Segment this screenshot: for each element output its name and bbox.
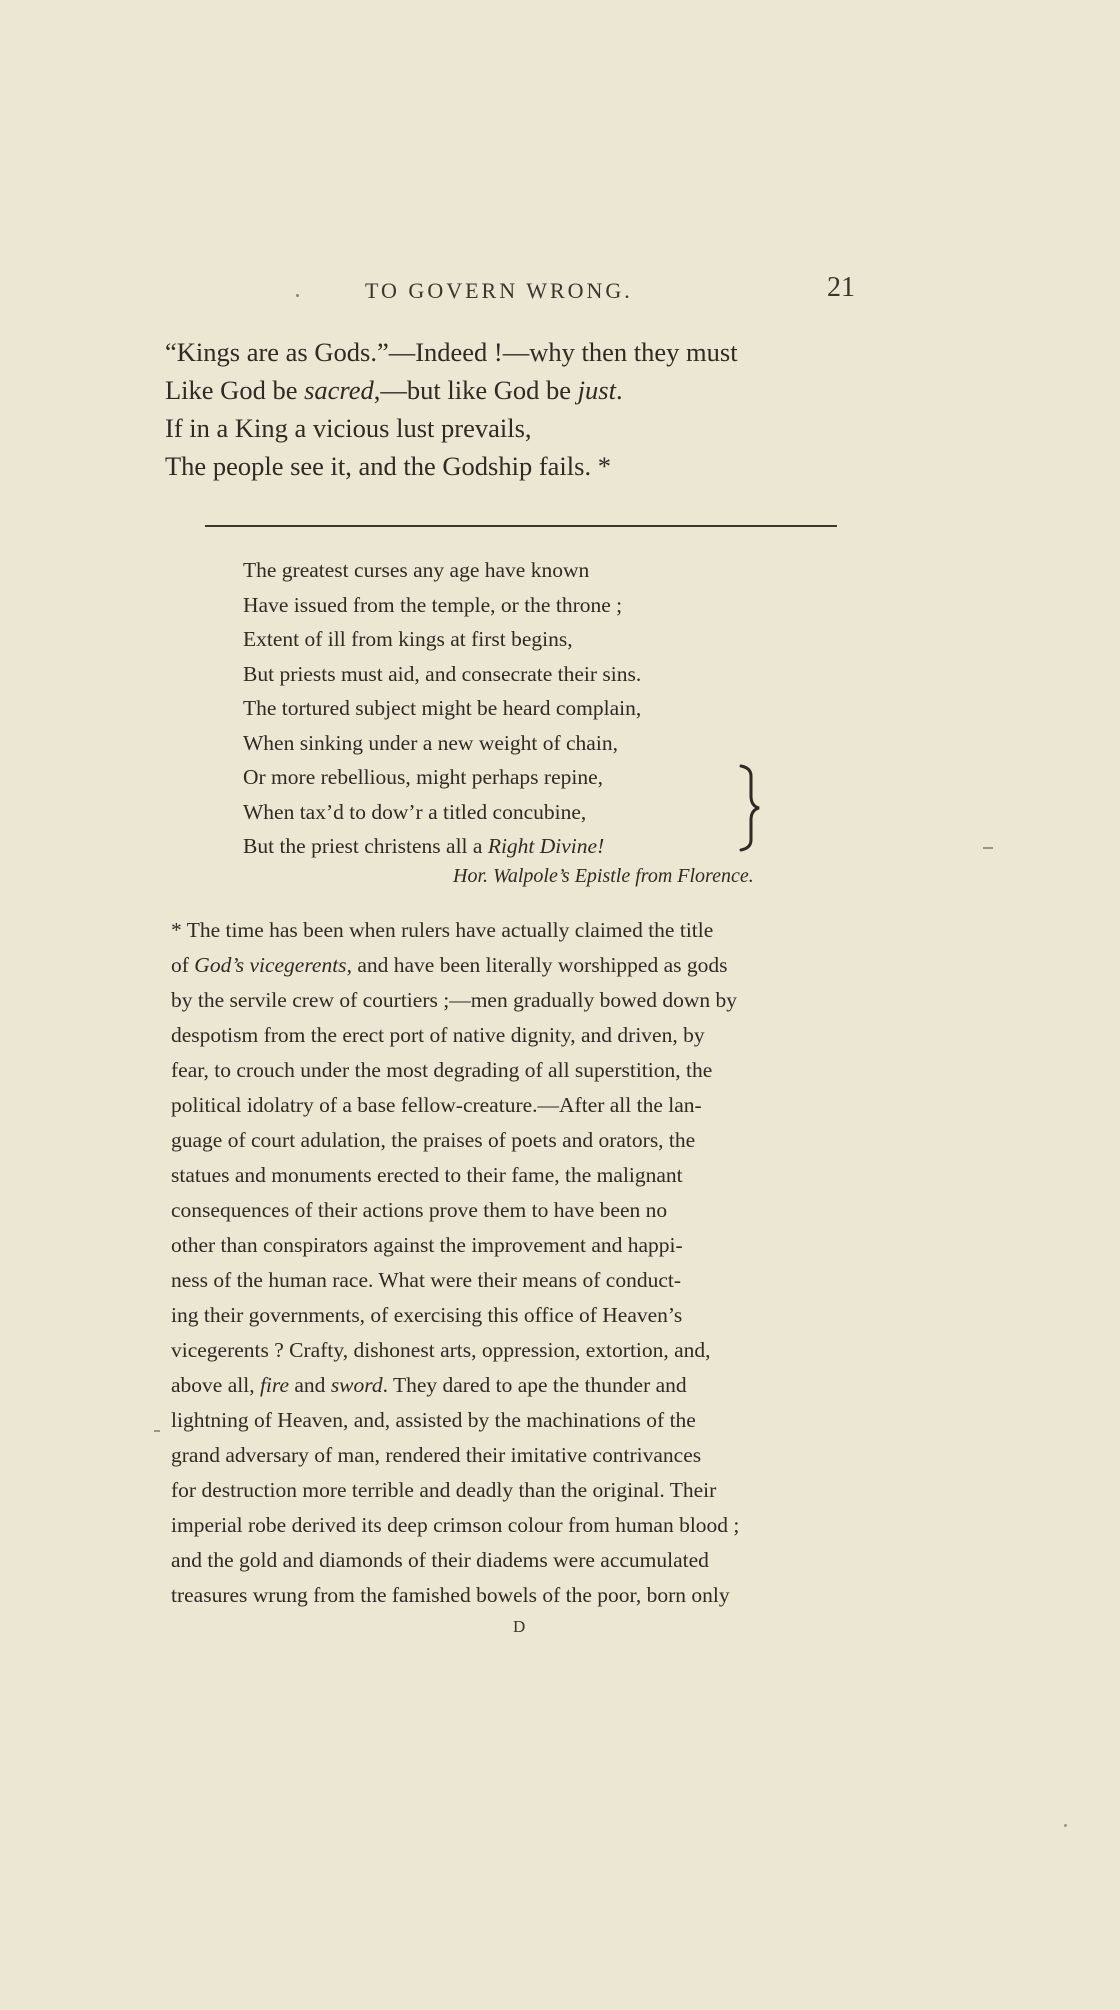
- footnote-line: lightning of Heaven, and, assisted by the machinations of the: [171, 1408, 696, 1432]
- poem-line: When sinking under a new weight of chain,: [243, 730, 618, 755]
- emphasis-text: God’s vicegerents: [194, 953, 347, 977]
- poem-line: But the priest christens all a Right Divine!: [243, 834, 605, 858]
- section-rule: [205, 525, 837, 527]
- margin-speck: [983, 847, 993, 849]
- footnote-line: other than conspirators against the improvement and happi-: [171, 1233, 683, 1257]
- verse-line-text: Like God be sacred,—but like God be just.: [165, 375, 623, 405]
- footnote-line: political idolatry of a base fellow-creature.—After all the lan-: [171, 1093, 702, 1117]
- footnote: [171, 913, 861, 1613]
- poem-line: Or more rebellious, might perhaps repine,: [243, 765, 604, 789]
- page-number: 21: [827, 272, 855, 303]
- poem-line: The greatest curses any age have known: [243, 558, 590, 582]
- footnote-line: by the servile crew of courtiers ;—men gradually bowed down by: [171, 988, 738, 1012]
- footnote-line: ing their governments, of exercising this office of Heaven’s: [171, 1303, 683, 1327]
- footnote-line: of God’s vicegerents, and have been literally worshipped as gods: [171, 953, 728, 977]
- footnote-line: consequences of their actions prove them to have been no: [171, 1198, 668, 1222]
- poem-line: Have issued from the temple, or the throne ;: [243, 592, 623, 617]
- running-head: TO GOVERN WRONG.: [365, 278, 633, 303]
- footnote-line: vicegerents ? Crafty, dishonest arts, oppression, extortion, and,: [171, 1338, 711, 1362]
- poem-line: The tortured subject might be heard complain,: [243, 696, 642, 720]
- margin-speck: [296, 294, 299, 297]
- verse-stanza: [165, 333, 885, 485]
- footnote-line: above all, fire and sword. They dared to ape the thunder and: [171, 1373, 687, 1397]
- quoted-poem: [243, 553, 863, 864]
- footnote-line: guage of court adulation, the praises of poets and orators, the: [171, 1128, 696, 1152]
- poem-line: When tax’d to dow’r a titled concubine,: [243, 799, 587, 824]
- footnote-line: imperial robe derived its deep crimson colour from human blood ;: [171, 1513, 740, 1537]
- poem-line: Extent of ill from kings at first begins,: [243, 627, 573, 651]
- footnote-line: ness of the human race. What were their means of conduct-: [171, 1268, 682, 1292]
- emphasis-text: Right Divine!: [487, 834, 605, 858]
- signature-mark: D: [513, 1617, 527, 1636]
- emphasis-text: sword: [330, 1373, 383, 1397]
- footnote-line: despotism from the erect port of native dignity, and driven, by: [171, 1023, 705, 1047]
- page-header: [0, 272, 1120, 312]
- poem-attribution: Hor. Walpole’s Epistle from Florence.: [453, 865, 754, 887]
- verse-line: The people see it, and the Godship fails. *: [165, 451, 611, 481]
- footnote-line: for destruction more terrible and deadly than the original. Their: [171, 1478, 717, 1502]
- footnote-line: grand adversary of man, rendered their imitative contrivances: [171, 1443, 702, 1467]
- verse-line: “Kings are as Gods.”—Indeed !—why then they must: [165, 337, 738, 367]
- margin-speck: [1064, 1824, 1067, 1827]
- emphasis-text: just: [577, 375, 616, 405]
- verse-line: If in a King a vicious lust prevails,: [165, 413, 532, 443]
- triplet-brace: [737, 762, 767, 854]
- footnote-line: fear, to crouch under the most degrading of all superstition, the: [171, 1058, 713, 1082]
- emphasis-text: sacred: [304, 375, 374, 405]
- verse-line: [165, 371, 885, 409]
- emphasis-text: fire: [259, 1373, 290, 1397]
- poem-line: But priests must aid, and consecrate their sins.: [243, 661, 642, 686]
- footnote-line: statues and monuments erected to their fame, the malignant: [171, 1163, 683, 1187]
- margin-speck: [154, 1430, 160, 1432]
- footnote-line: * The time has been when rulers have actually claimed the title: [171, 918, 714, 942]
- footnote-line: treasures wrung from the famished bowels of the poor, born only: [171, 1583, 730, 1607]
- footnote-line: and the gold and diamonds of their diadems were accumulated: [171, 1548, 709, 1572]
